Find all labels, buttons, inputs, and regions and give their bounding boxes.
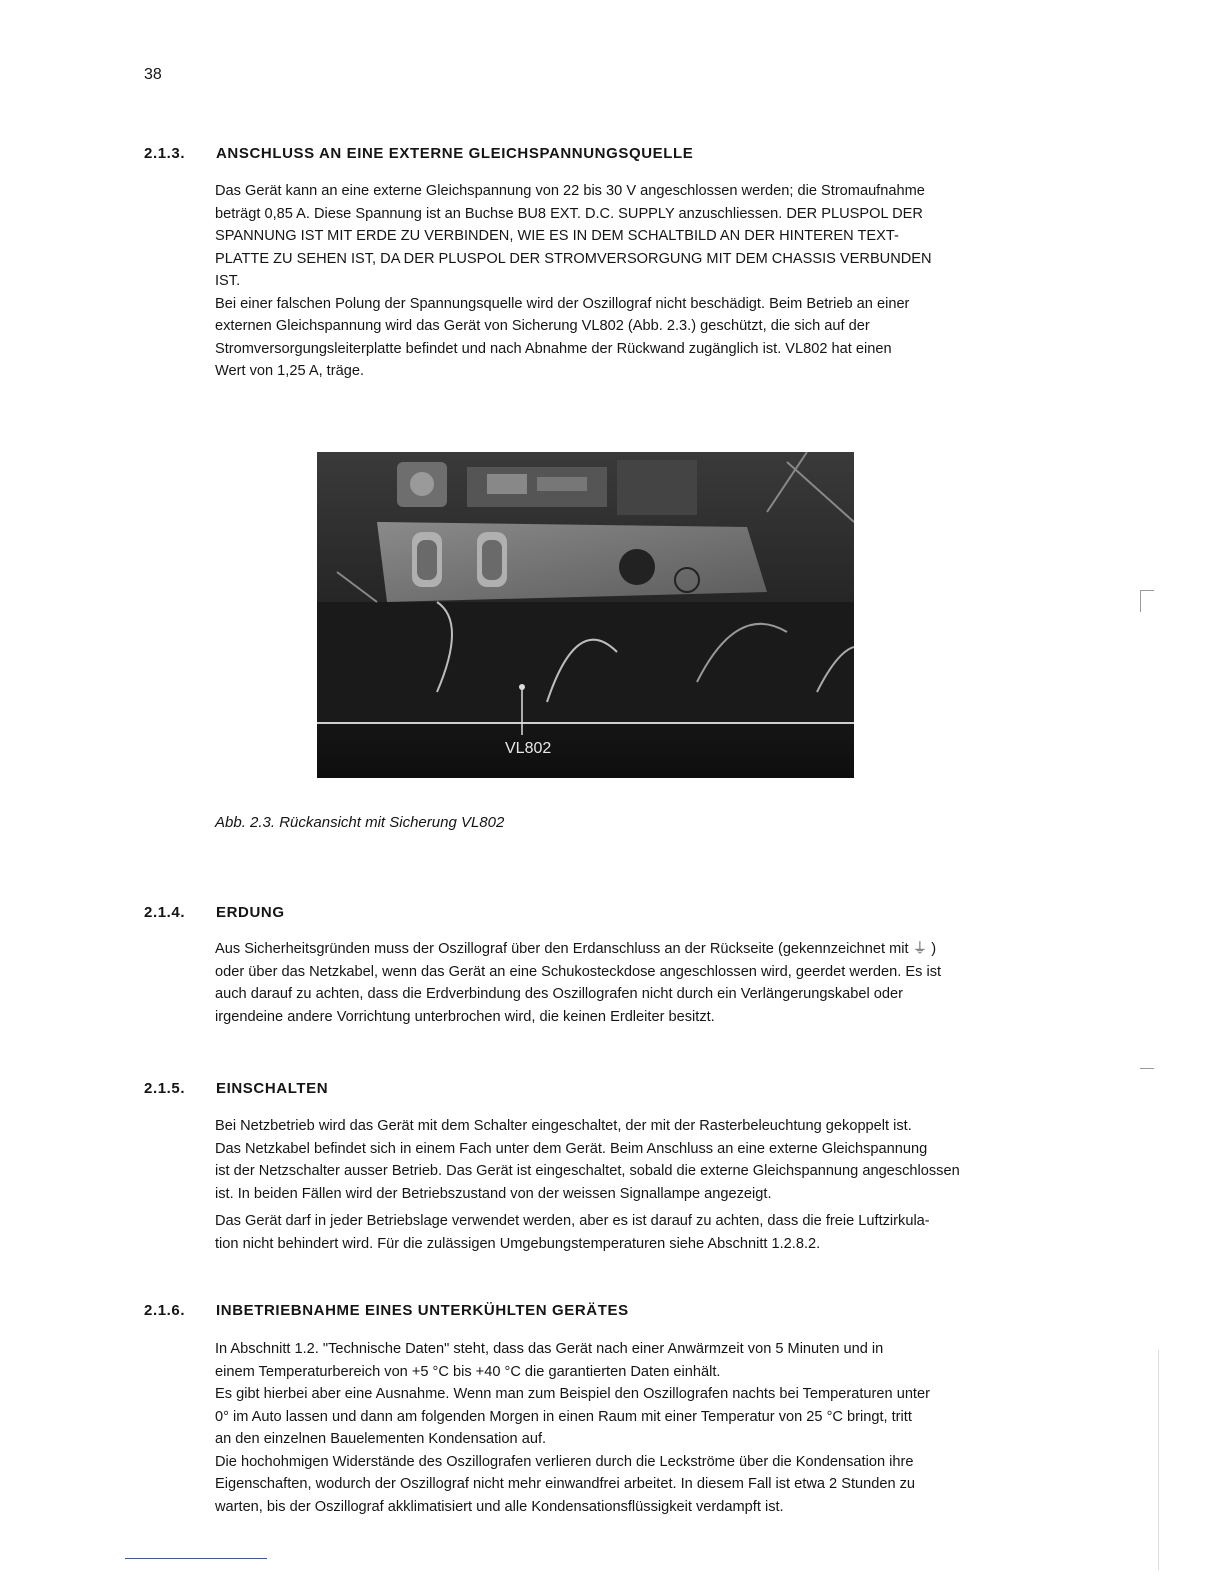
text-line: Bei einer falschen Polung der Spannungsquelle wird der Oszillograf nicht beschädigt. Beim Betrieb an einer [215, 295, 910, 312]
rear-view-photo [317, 452, 854, 778]
figure-caption: Abb. 2.3. Rückansicht mit Sicherung VL802 [215, 814, 505, 831]
text-line: Wert von 1,25 A, träge. [215, 363, 364, 379]
footnote-rule [125, 1558, 267, 1559]
margin-scan-mark [1158, 1350, 1159, 1570]
text-line: Das Netzkabel befindet sich in einem Fach unter dem Gerät. Beim Anschluss an eine externe Gleichspannung [215, 1140, 928, 1157]
page-number: 38 [144, 66, 162, 83]
text-line: Stromversorgungsleiterplatte befindet und nach Abnahme der Rückwand zugänglich ist. VL802 hat einen [215, 340, 892, 357]
text-line: Das Gerät darf in jeder Betriebslage verwendet werden, aber es ist darauf zu achten, dass die freie Luftzirkula- [215, 1213, 930, 1229]
section-number: 2.1.3. [144, 145, 186, 162]
text-line: Die hochohmigen Widerstände des Oszillografen verlieren durch die Leckströme über die Kondensation ihre [215, 1453, 914, 1470]
margin-scan-mark [1140, 1068, 1154, 1069]
section-title: EINSCHALTEN [216, 1080, 329, 1097]
text-line: warten, bis der Oszillograf akklimatisiert und alle Kondensationsflüssigkeit verdampft ist. [215, 1498, 784, 1515]
section-number: 2.1.4. [144, 904, 186, 921]
text-line: Bei Netzbetrieb wird das Gerät mit dem Schalter eingeschaltet, der mit der Rasterbeleuchtung gekoppelt ist. [215, 1118, 912, 1134]
section-body-2-1-4 [215, 938, 1085, 1028]
fuse-label: VL802 [505, 740, 552, 757]
text-line: einem Temperaturbereich von +5 °C bis +40 °C die garantierten Daten einhält. [215, 1363, 721, 1380]
text-line: beträgt 0,85 A. Diese Spannung ist an Buchse BU8 EXT. D.C. SUPPLY anzuschliessen. DER PLUSPOL DER [215, 205, 923, 222]
section-title: ANSCHLUSS AN EINE EXTERNE GLEICHSPANNUNGSQUELLE [216, 145, 694, 162]
text-line: Eigenschaften, wodurch der Oszillograf nicht mehr einwandfrei arbeitet. In diesem Fall ist etwa 2 Stunden zu [215, 1476, 916, 1492]
section-title: INBETRIEBNAHME EINES UNTERKÜHLTEN GERÄTES [216, 1302, 629, 1319]
text-line: Das Gerät kann an eine externe Gleichspannung von 22 bis 30 V angeschlossen werden; die Stromaufnahme [215, 183, 925, 199]
text-line: externen Gleichspannung wird das Gerät von Sicherung VL802 (Abb. 2.3.) geschützt, die sich auf der [215, 318, 870, 334]
text-line: irgendeine andere Vorrichtung unterbrochen wird, die keinen Erdleiter besitzt. [215, 1008, 715, 1025]
margin-scan-mark [1140, 590, 1154, 591]
text-line: 0° im Auto lassen und dann am folgenden Morgen in einen Raum mit einer Temperatur von 25 °C bringt, tritt [215, 1408, 912, 1425]
text-line: oder über das Netzkabel, wenn das Gerät an eine Schukosteckdose angeschlossen wird, geerdet werden. Es ist [215, 963, 942, 980]
rear-view-photo-drawing [317, 452, 854, 778]
section-heading-2-1-3 [144, 145, 693, 162]
section-body-2-1-3 [215, 180, 1085, 383]
section-body-2-1-5-b [215, 1210, 1085, 1255]
text-line: IST. [215, 273, 241, 289]
text-line: In Abschnitt 1.2. "Technische Daten" steht, dass das Gerät nach einer Anwärmzeit von 5 Minuten und in [215, 1341, 884, 1357]
section-heading-2-1-6 [144, 1302, 629, 1319]
text-line: tion nicht behindert wird. Für die zulässigen Umgebungstemperaturen siehe Abschnitt 1.2.8.2. [215, 1235, 821, 1252]
section-number: 2.1.5. [144, 1080, 186, 1097]
text-line: SPANNUNG IST MIT ERDE ZU VERBINDEN, WIE ES IN DEM SCHALTBILD AN DER HINTEREN TEXT- [215, 228, 899, 244]
section-number: 2.1.6. [144, 1302, 186, 1319]
text-line: an den einzelnen Bauelementen Kondensation auf. [215, 1431, 547, 1447]
margin-scan-mark [1140, 590, 1141, 612]
text-line: Aus Sicherheitsgründen muss der Oszillograf über den Erdanschluss an der Rückseite (gekennzeichnet mit ⏚ ) [215, 941, 937, 957]
text-line: PLATTE ZU SEHEN IST, DA DER PLUSPOL DER STROMVERSORGUNG MIT DEM CHASSIS VERBUNDEN [215, 250, 932, 267]
section-body-2-1-6 [215, 1338, 1085, 1518]
section-title: ERDUNG [216, 904, 285, 921]
section-body-2-1-5 [215, 1115, 1085, 1205]
section-heading-2-1-4 [144, 904, 285, 921]
text-line: ist der Netzschalter ausser Betrieb. Das Gerät ist eingeschaltet, sobald die externe Gleichspannung angeschlossen [215, 1163, 960, 1179]
text-line: Es gibt hierbei aber eine Ausnahme. Wenn man zum Beispiel den Oszillografen nachts bei Temperaturen unter [215, 1386, 930, 1402]
section-heading-2-1-5 [144, 1080, 328, 1097]
text-line: auch darauf zu achten, dass die Erdverbindung des Oszillografen nicht durch ein Verlängerungskabel oder [215, 986, 903, 1002]
text-line: ist. In beiden Fällen wird der Betriebszustand von der weissen Signallampe angezeigt. [215, 1185, 772, 1202]
